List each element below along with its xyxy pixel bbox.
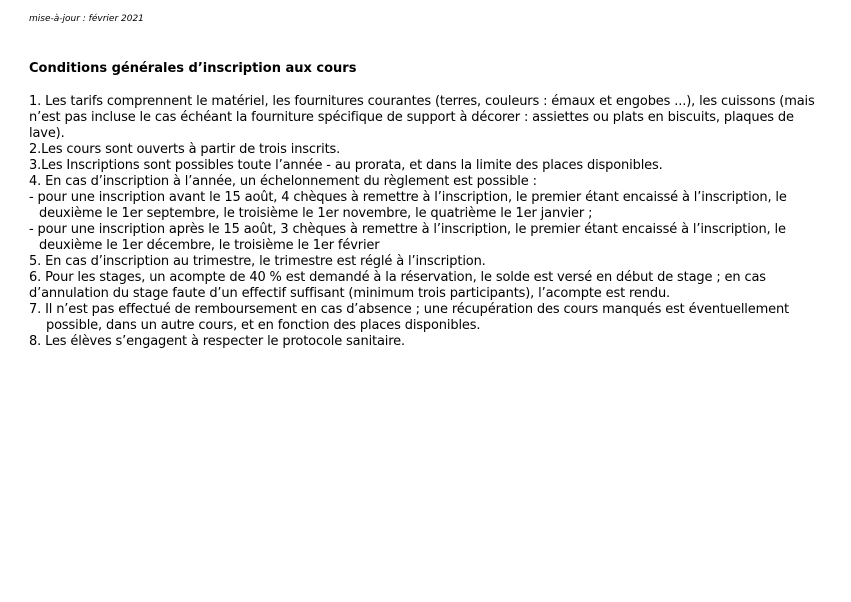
condition-4: 4. En cas d’inscription à l’année, un échelonnement du règlement est possible : (29, 174, 537, 189)
conditions-list (29, 94, 829, 350)
page-title: Conditions générales d’inscription aux cours (29, 61, 357, 76)
condition-6-line-1: 6. Pour les stages, un acompte de 40 % est demandé à la réservation, le solde est versé en début de stage ; en cas (29, 270, 766, 285)
update-note: mise-à-jour : février 2021 (29, 14, 144, 24)
condition-1-line-2: n’est pas incluse le cas échéant la fourniture spécifique de support à décorer : assiettes ou plats en biscuits, plaques de (29, 110, 794, 125)
condition-4-option-1-line-1: - pour une inscription avant le 15 août, 4 chèques à remettre à l’inscription, le premier étant encaissé à l’inscription, le (29, 190, 787, 205)
condition-4-option-1-line-2: deuxième le 1er septembre, le troisième le 1er novembre, le quatrième le 1er janvier ; (39, 206, 593, 221)
condition-7-line-1: 7. Il n’est pas effectué de remboursement en cas d’absence ; une récupération des cours manqués est éventuellement (29, 302, 789, 317)
condition-1-line-3: lave). (29, 126, 65, 141)
condition-8: 8. Les élèves s’engagent à respecter le protocole sanitaire. (29, 334, 405, 349)
condition-6-line-2: d’annulation du stage faute d’un effectif suffisant (minimum trois participants), l’acompte est rendu. (29, 286, 671, 301)
condition-2: 2.Les cours sont ouverts à partir de trois inscrits. (29, 142, 341, 157)
condition-5: 5. En cas d’inscription au trimestre, le trimestre est réglé à l’inscription. (29, 254, 486, 269)
condition-1-line-1: 1. Les tarifs comprennent le matériel, les fournitures courantes (terres, couleurs : émaux et engobes ...), les cuissons (mais (29, 94, 815, 109)
condition-4-option-2-line-1: - pour une inscription après le 15 août, 3 chèques à remettre à l’inscription, le premier étant encaissé à l’inscription, le (29, 222, 786, 237)
condition-7-line-2: possible, dans un autre cours, et en fonction des places disponibles. (46, 318, 481, 333)
condition-4-option-2-line-2: deuxième le 1er décembre, le troisième le 1er février (39, 238, 380, 253)
condition-3: 3.Les Inscriptions sont possibles toute l’année - au prorata, et dans la limite des places disponibles. (29, 158, 663, 173)
